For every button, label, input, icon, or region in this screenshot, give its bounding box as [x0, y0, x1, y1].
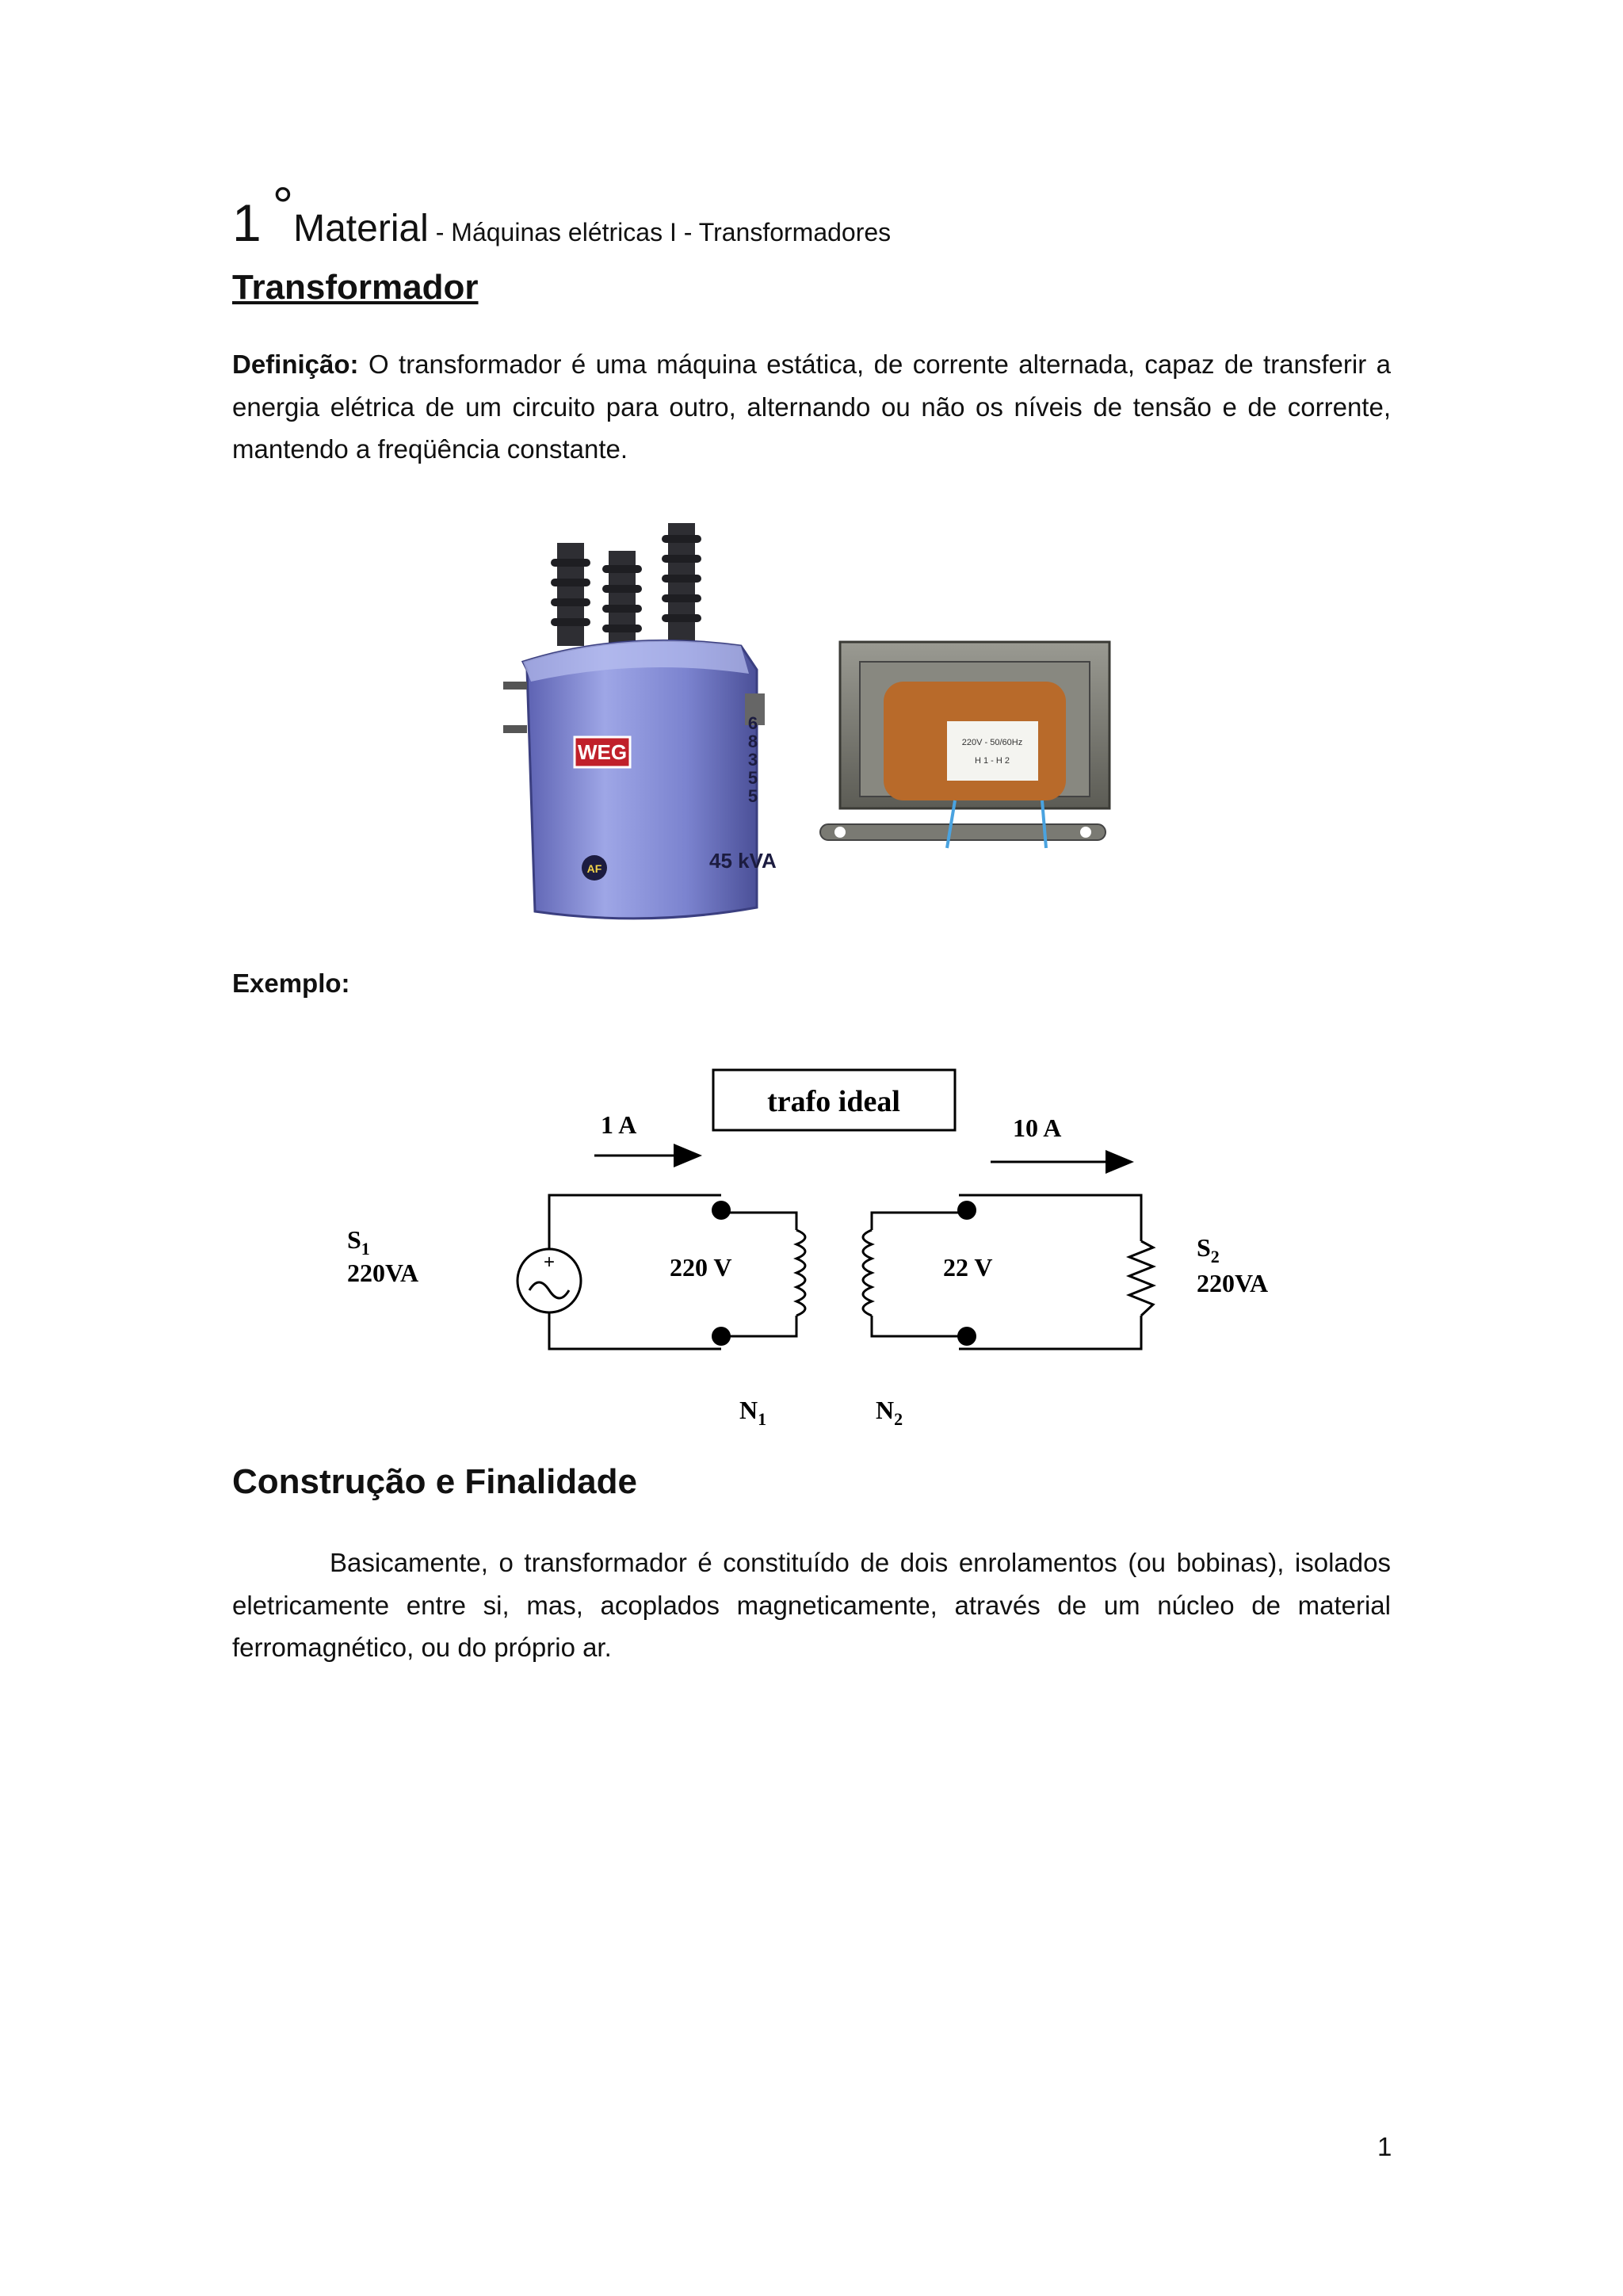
serial-digit: 8 [747, 732, 758, 751]
bushing-left [551, 543, 590, 646]
secondary-dot-top [957, 1201, 976, 1220]
small-transformer-label-2: H 1 - H 2 [974, 756, 1010, 766]
primary-coil [796, 1230, 805, 1316]
primary-wire-bottom [549, 1312, 721, 1349]
small-transformer-label-1: 220V - 50/60Hz [961, 738, 1023, 747]
s1-value: 220VA [347, 1259, 419, 1287]
section-paragraph: Basicamente, o transformador é constituído de dois enrolamentos (ou bobinas), isolados eletricamente entre si, mas, acoplados magneticamente, através de um núcleo de material ferromagnético, ou do próprio ar. [232, 1548, 1391, 1662]
serial-digit: 3 [747, 750, 758, 770]
primary-wire-right-bottom [721, 1316, 796, 1336]
trafo-box-label: trafo ideal [767, 1085, 900, 1118]
s2-value: 220VA [1197, 1269, 1269, 1297]
bushing-right [662, 523, 701, 646]
af-badge-text: AF [586, 862, 602, 875]
secondary-wire-left-top [872, 1213, 959, 1230]
n2-label: $N_2$ [876, 1396, 903, 1429]
primary-wire-right [721, 1213, 796, 1230]
s2-label: $S_2$ [1197, 1233, 1220, 1266]
serial-digit: 5 [747, 768, 758, 788]
page-number: 1 [1377, 2132, 1392, 2161]
example-label: Exemplo: [232, 968, 350, 998]
secondary-dot-bottom [957, 1327, 976, 1346]
primary-current-label: 1 A [601, 1110, 637, 1139]
definition-label: Definição: [232, 350, 359, 379]
definition-paragraph [232, 343, 1391, 471]
primary-dot-bottom [712, 1327, 731, 1346]
secondary-wire-left-bottom [872, 1316, 959, 1336]
secondary-wire-top [959, 1195, 1141, 1241]
ac-source-wave [529, 1282, 569, 1298]
page-heading [232, 176, 892, 252]
bushing-middle [602, 551, 642, 650]
transformer-photo [487, 511, 1121, 931]
definition-text: O transformador é uma máquina estática, de corrente alternada, capaz de transferir a energia elétrica de um circuito para outro, alternando ou não os níveis de tensão e de corrente, mantendo a freqüência constante. [232, 350, 1391, 464]
secondary-voltage: 22 V [943, 1253, 993, 1282]
primary-dot-top [712, 1201, 731, 1220]
primary-voltage: 220 V [670, 1253, 732, 1282]
rating-label: 45 kVA [709, 849, 777, 873]
s1-label: $S_1$ [347, 1225, 370, 1259]
heading-degree: ° [272, 176, 294, 235]
secondary-wire-bottom [959, 1316, 1141, 1349]
brand-logo: WEG [577, 740, 628, 764]
secondary-coil [863, 1230, 872, 1316]
heading-material: Material [293, 208, 429, 250]
n1-label: $N_1$ [739, 1396, 767, 1429]
ac-source-plus: + [543, 1251, 556, 1273]
primary-wire-top [549, 1195, 721, 1249]
section-heading: Construção e Finalidade [232, 1462, 637, 1501]
ideal-transformer-diagram [333, 1054, 1316, 1442]
heading-subtitle: - Máquinas elétricas I - Transformadores [428, 218, 892, 246]
secondary-current-label: 10 A [1013, 1114, 1062, 1142]
load-resistor [1129, 1241, 1153, 1316]
serial-digit: 5 [747, 786, 758, 806]
serial-digit: 6 [747, 713, 758, 733]
page-title: Transformador [232, 268, 479, 307]
transformer-tank [523, 640, 757, 919]
heading-number: 1 [232, 193, 262, 252]
